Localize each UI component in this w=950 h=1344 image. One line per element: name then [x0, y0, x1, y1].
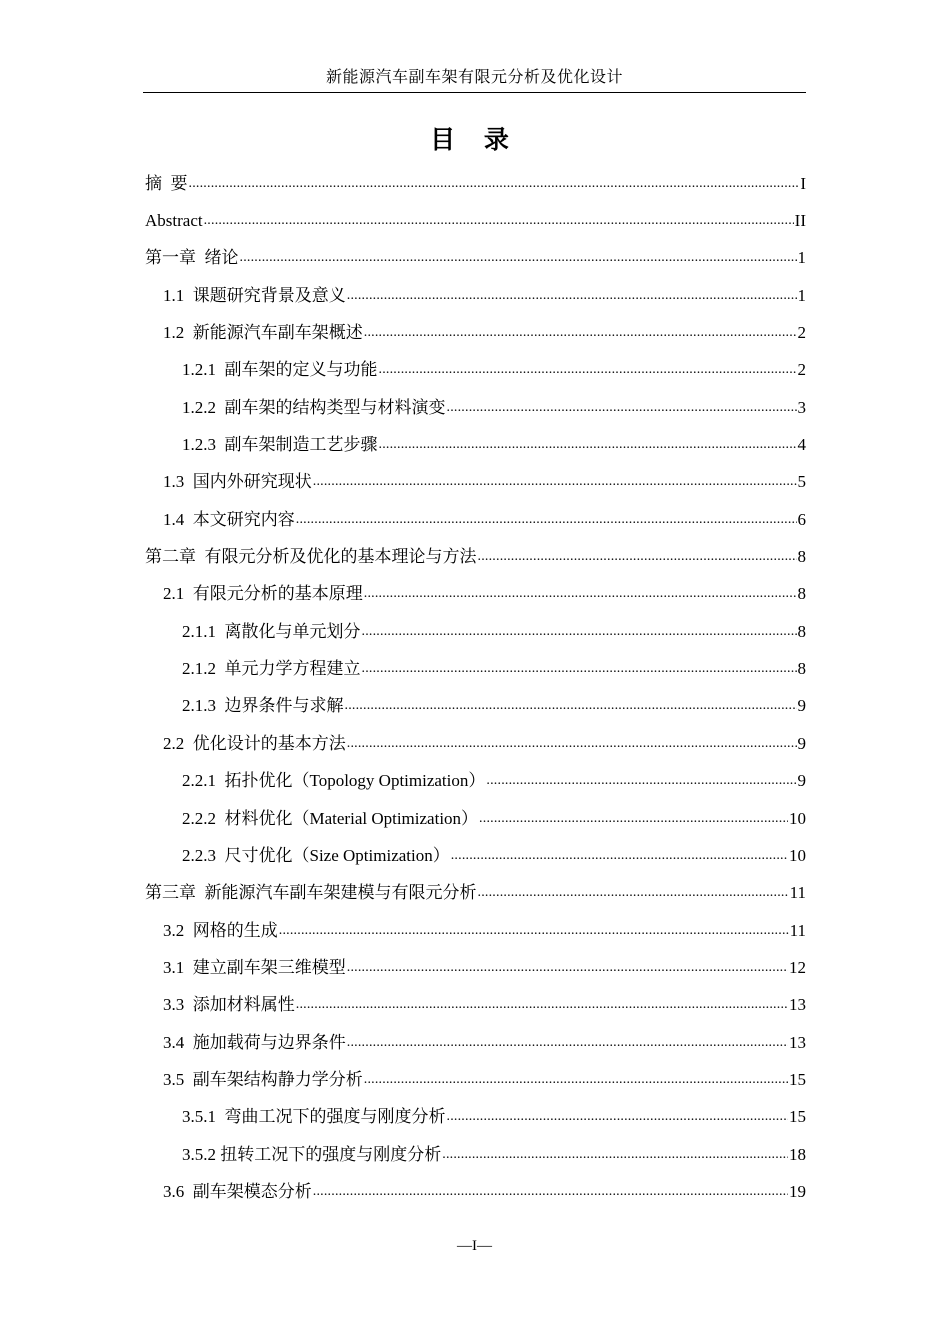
toc-dot-leader [347, 285, 797, 307]
toc-entry-title: 有限元分析的基本原理 [192, 584, 363, 604]
toc-dot-leader [364, 1069, 788, 1091]
toc-entry[interactable] [143, 837, 806, 874]
toc-entry[interactable] [143, 1024, 806, 1061]
toc-entry-title: 网格的生成 [192, 920, 278, 940]
toc-entry[interactable] [143, 165, 806, 202]
toc-entry-title: 弯曲工况下的强度与刚度分析 [224, 1107, 446, 1127]
toc-dot-leader [478, 882, 789, 904]
toc-entry[interactable] [143, 650, 806, 687]
toc-dot-leader [451, 845, 788, 867]
toc-entry[interactable] [143, 949, 806, 986]
toc-entry-page: 5 [797, 472, 806, 492]
toc-entry[interactable] [143, 389, 806, 426]
toc-entry-number: 3.2 [163, 920, 193, 940]
toc-entry-title: 本文研究内容 [192, 509, 295, 529]
toc-entry-page: 1 [797, 285, 806, 305]
toc-dot-leader [347, 1032, 788, 1054]
toc-entry[interactable] [143, 1136, 806, 1173]
toc-entry-number: 3.5.2 [182, 1144, 221, 1164]
toc-entry[interactable] [143, 240, 806, 277]
toc-entry[interactable] [143, 202, 806, 239]
toc-entry-page: 13 [789, 1032, 806, 1052]
toc-entry-page: 10 [789, 808, 806, 828]
toc-entry-title: 离散化与单元划分 [224, 621, 361, 641]
toc-entry-number: 3.4 [163, 1032, 193, 1052]
toc-entry-number: 2.1 [163, 584, 193, 604]
toc-entry-page: 13 [789, 995, 806, 1015]
toc-entry-number: 3.5.1 [182, 1107, 225, 1127]
toc-entry[interactable] [143, 576, 806, 613]
toc-entry-page: II [794, 211, 806, 231]
toc-entry[interactable] [143, 763, 806, 800]
toc-entry-number: 2.2.1 [182, 771, 225, 791]
toc-entry-title: 建立副车架三维模型 [192, 957, 346, 977]
toc-entry[interactable] [143, 501, 806, 538]
toc-entry-page: 4 [797, 435, 806, 455]
toc-dot-leader [189, 173, 800, 195]
toc-entry-title: 材料优化（Material Optimization） [224, 808, 479, 828]
toc-entry[interactable] [143, 352, 806, 389]
toc-entry-title: 第一章 绪论 [145, 248, 239, 268]
toc-entry-page: 11 [789, 920, 806, 940]
toc-entry[interactable] [143, 613, 806, 650]
toc-entry-title: 单元力学方程建立 [224, 659, 361, 679]
toc-entry[interactable] [143, 987, 806, 1024]
toc-entry-title: 副车架模态分析 [192, 1181, 312, 1201]
toc-entry[interactable] [143, 725, 806, 762]
toc-entry-number: 1.1 [163, 285, 193, 305]
toc-entry-number: 1.3 [163, 472, 193, 492]
toc-entry-title: 第二章 有限元分析及优化的基本理论与方法 [145, 547, 477, 567]
toc-title: 目 录 [430, 125, 519, 154]
toc-dot-leader [362, 658, 797, 680]
toc-entry-number: 1.2.3 [182, 435, 225, 455]
toc-entry-title: 尺寸优化（Size Optimization） [224, 845, 450, 865]
toc-entry[interactable] [143, 1173, 806, 1210]
toc-entry-page: 9 [797, 733, 806, 753]
toc-dot-leader [204, 210, 794, 232]
toc-entry-title: 摘 要 [145, 173, 188, 193]
toc-entry-number: 2.1.3 [182, 696, 225, 716]
toc-dot-leader [296, 509, 797, 531]
toc-entry-page: 18 [789, 1144, 806, 1164]
toc-dot-leader [313, 471, 797, 493]
toc-entry-number: 2.2.3 [182, 845, 225, 865]
toc-entry[interactable] [143, 1099, 806, 1136]
toc-dot-leader [364, 322, 797, 344]
toc-dot-leader [345, 695, 797, 717]
toc-entry-title: 副车架的结构类型与材料演变 [224, 397, 446, 417]
toc-entry-page: 2 [797, 360, 806, 380]
toc-dot-leader [478, 546, 797, 568]
toc-entry[interactable] [143, 314, 806, 351]
toc-entry-page: 10 [789, 845, 806, 865]
toc-entry-number: 1.2.1 [182, 360, 225, 380]
toc-dot-leader [442, 1144, 788, 1166]
toc-entry-number: 2.1.2 [182, 659, 225, 679]
toc-entry-title: 扭转工况下的强度与刚度分析 [220, 1144, 442, 1164]
toc-entry-number: 3.5 [163, 1069, 193, 1089]
toc-dot-leader [379, 359, 797, 381]
toc-entry-number: 3.3 [163, 995, 193, 1015]
toc-entry-page: 15 [789, 1107, 806, 1127]
toc-entry-page: 8 [797, 621, 806, 641]
toc-entry-page: 12 [789, 957, 806, 977]
toc-entry-page: 8 [797, 659, 806, 679]
toc-entry-title: 添加材料属性 [192, 995, 295, 1015]
toc-entry[interactable] [143, 688, 806, 725]
toc-entry-title: 副车架的定义与功能 [224, 360, 378, 380]
toc-entry-page: 1 [797, 248, 806, 268]
toc-entry[interactable] [143, 912, 806, 949]
toc-dot-leader [313, 1181, 788, 1203]
toc-entry[interactable] [143, 277, 806, 314]
toc-entry-title: 课题研究背景及意义 [192, 285, 346, 305]
toc-entry-page: 9 [797, 771, 806, 791]
toc-entry-title: 副车架制造工艺步骤 [224, 435, 378, 455]
toc-dot-leader [447, 1106, 789, 1128]
table-of-contents [143, 165, 806, 1211]
toc-entry-title: 副车架结构静力学分析 [192, 1069, 363, 1089]
page-number: —I— [457, 1238, 492, 1254]
toc-entry-number: 3.1 [163, 957, 193, 977]
toc-dot-leader [362, 621, 797, 643]
toc-dot-leader [479, 808, 788, 830]
toc-entry-page: 8 [797, 547, 806, 567]
toc-entry-page: 3 [797, 397, 806, 417]
toc-entry[interactable] [143, 538, 806, 575]
toc-dot-leader [364, 583, 797, 605]
toc-dot-leader [486, 770, 796, 792]
toc-dot-leader [279, 920, 789, 942]
toc-dot-leader [240, 247, 797, 269]
toc-entry-number: 2.2.2 [182, 808, 225, 828]
toc-entry-page: 8 [797, 584, 806, 604]
toc-dot-leader [379, 434, 797, 456]
toc-entry-number: 3.6 [163, 1181, 193, 1201]
toc-entry[interactable] [143, 426, 806, 463]
toc-entry[interactable] [143, 1061, 806, 1098]
header-rule [143, 92, 806, 93]
toc-entry-title: 施加载荷与边界条件 [192, 1032, 346, 1052]
toc-entry-page: I [800, 173, 806, 193]
toc-entry-number: 1.4 [163, 509, 193, 529]
toc-entry-title: 拓扑优化（Topology Optimization） [224, 771, 486, 791]
toc-entry[interactable] [143, 875, 806, 912]
toc-entry[interactable] [143, 464, 806, 501]
toc-entry-page: 11 [789, 883, 806, 903]
toc-entry-page: 19 [789, 1181, 806, 1201]
toc-dot-leader [296, 994, 788, 1016]
toc-entry-title: Abstract [145, 211, 203, 231]
toc-entry-number: 1.2.2 [182, 397, 225, 417]
toc-entry-page: 2 [797, 323, 806, 343]
toc-entry-title: 第三章 新能源汽车副车架建模与有限元分析 [145, 883, 477, 903]
toc-dot-leader [447, 397, 797, 419]
toc-entry-page: 9 [797, 696, 806, 716]
toc-entry-number: 2.2 [163, 733, 193, 753]
toc-entry-number: 1.2 [163, 323, 193, 343]
running-header: 新能源汽车副车架有限元分析及优化设计 [325, 69, 623, 86]
toc-entry-number: 2.1.1 [182, 621, 225, 641]
toc-entry-title: 边界条件与求解 [224, 696, 344, 716]
toc-entry-page: 6 [797, 509, 806, 529]
toc-entry-title: 国内外研究现状 [192, 472, 312, 492]
toc-entry-page: 15 [789, 1069, 806, 1089]
toc-entry-title: 优化设计的基本方法 [192, 733, 346, 753]
toc-entry[interactable] [143, 800, 806, 837]
toc-entry-title: 新能源汽车副车架概述 [192, 323, 363, 343]
toc-dot-leader [347, 733, 797, 755]
toc-dot-leader [347, 957, 788, 979]
